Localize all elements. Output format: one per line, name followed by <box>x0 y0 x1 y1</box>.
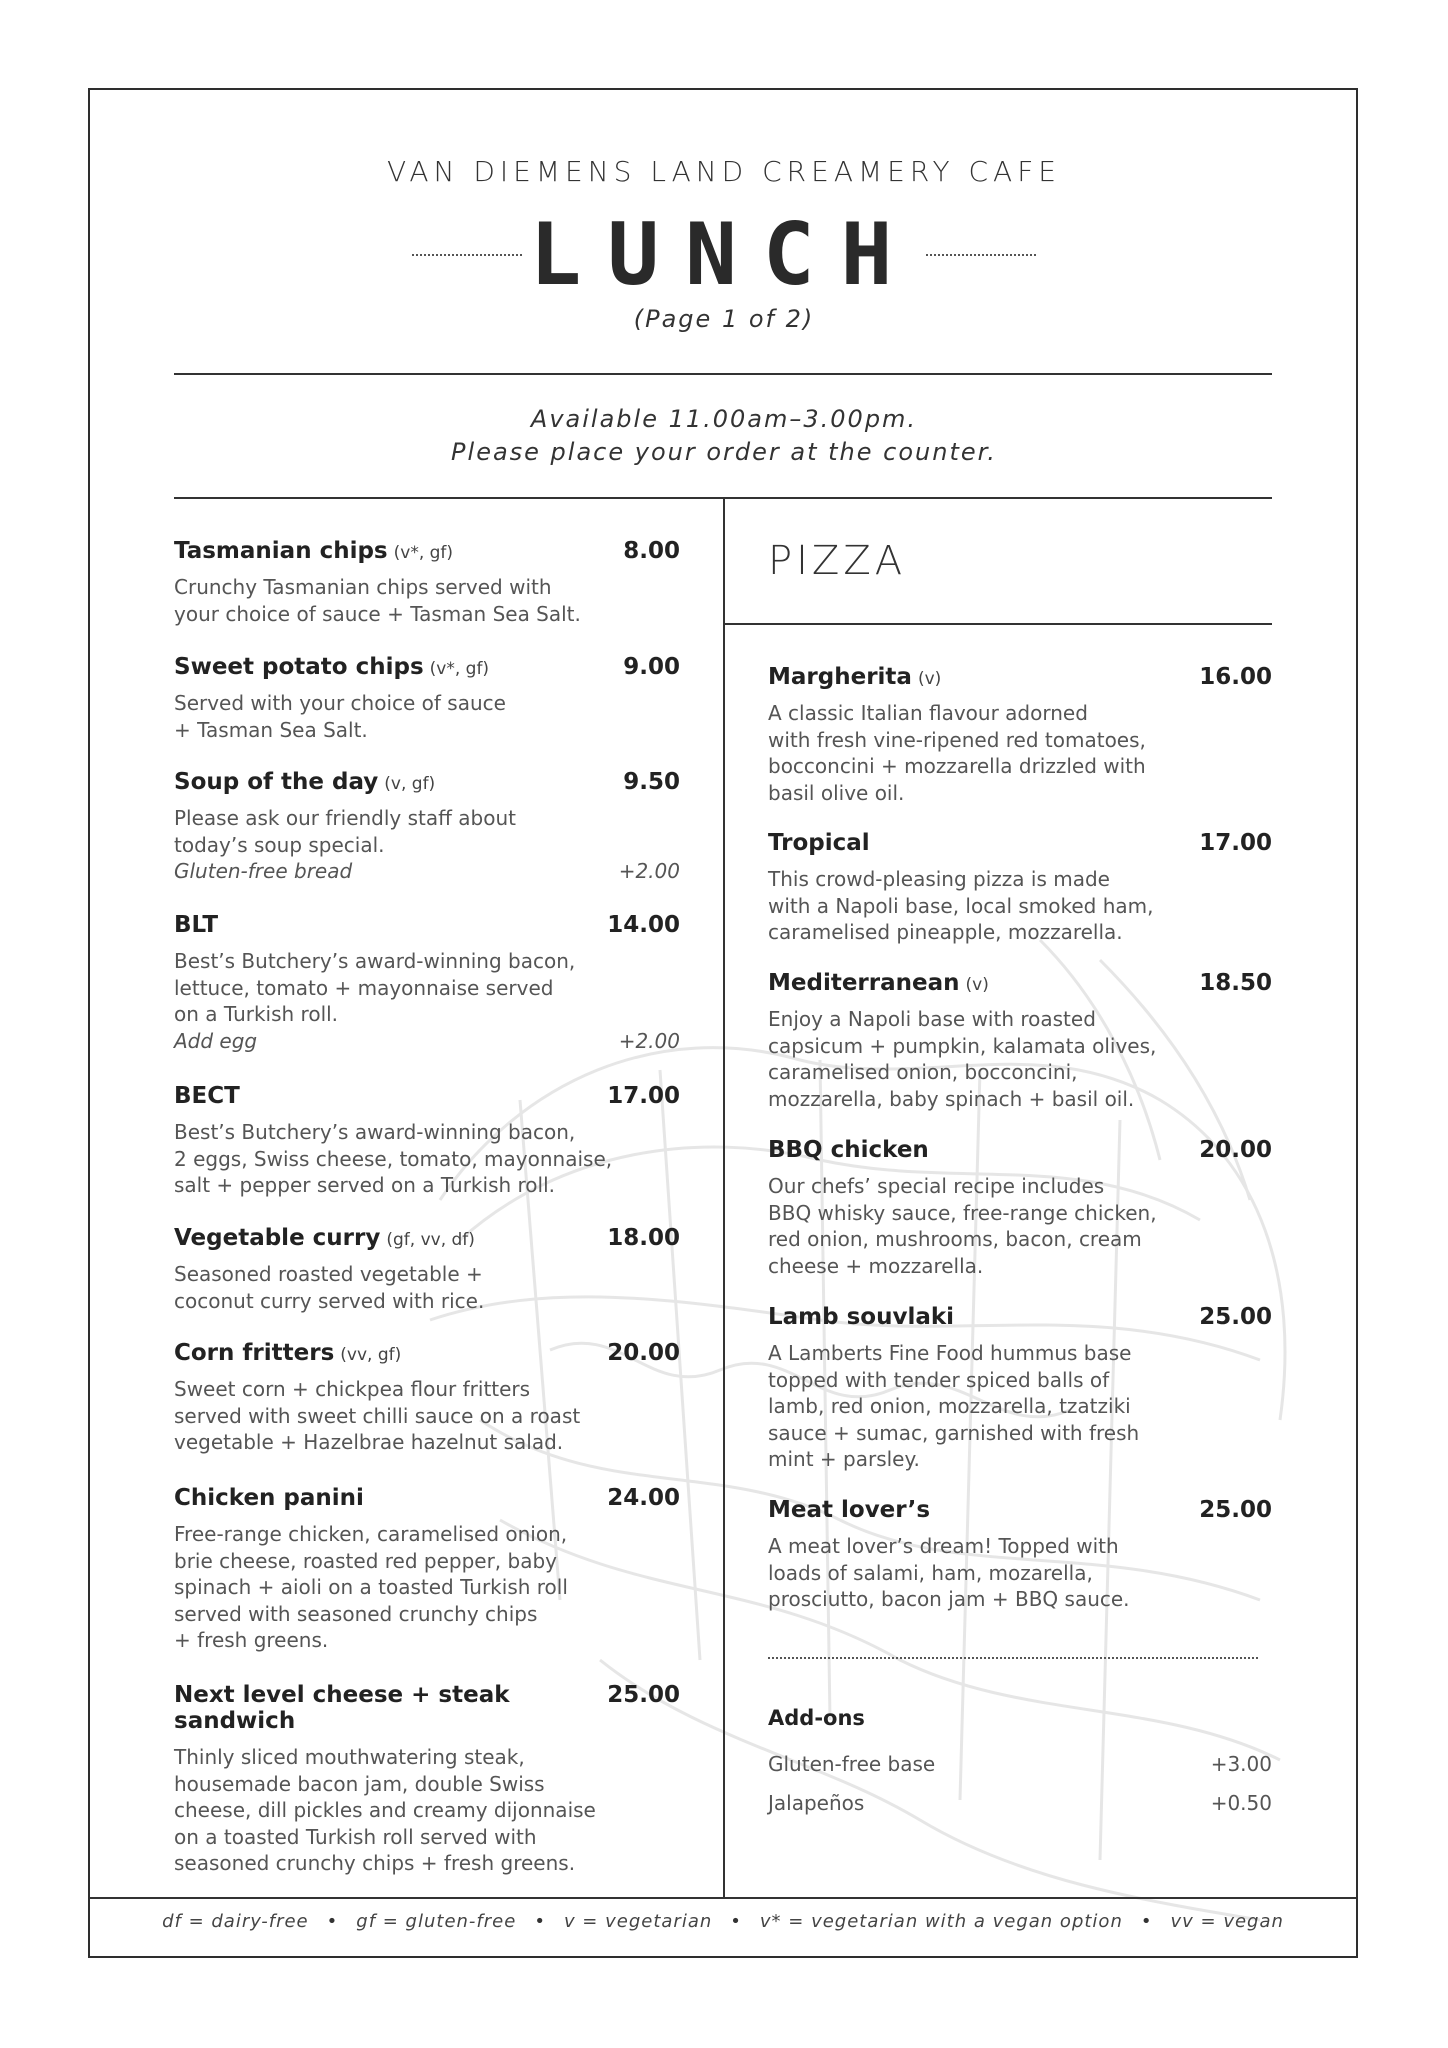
item-price: 8.00 <box>623 538 680 564</box>
item-price: 20.00 <box>1199 1137 1272 1163</box>
menu-item-blt <box>174 912 680 1054</box>
legend-item: df = dairy-free <box>162 1911 309 1932</box>
divider <box>90 1897 1356 1899</box>
addons-dotted-divider <box>768 1657 1258 1659</box>
item-description: Please ask our friendly staff about today’s soup special. <box>174 806 516 857</box>
pizza-heading: PIZZA <box>768 538 907 584</box>
menu-item-mediterranean <box>768 970 1272 1112</box>
item-tags: (v) <box>917 669 942 689</box>
order-note: Please place your order at the counter. <box>451 438 997 466</box>
item-description: Enjoy a Napoli base with roasted capsicum + pumpkin, kalamata olives, caramelised onion, bocconcini, mozzarella, baby spinach + basil oil. <box>768 1007 1157 1111</box>
item-description: Crunchy Tasmanian chips served with your choice of sauce + Tasman Sea Salt. <box>174 575 581 626</box>
item-price: 16.00 <box>1199 664 1272 690</box>
menu-item-soup-of-the-day <box>174 769 680 885</box>
legend-item: vv = vegan <box>1170 1911 1284 1932</box>
item-name: Tropical <box>768 830 870 856</box>
menu-item-lamb-souvlaki <box>768 1304 1272 1473</box>
dietary-legend <box>90 1911 1356 1932</box>
menu-item-margherita <box>768 664 1272 806</box>
item-price: 9.50 <box>623 769 680 795</box>
item-name: Mediterranean <box>768 970 960 996</box>
item-description: Seasoned roasted vegetable + coconut curry served with rice. <box>174 1262 485 1313</box>
item-name: Corn fritters <box>174 1340 335 1366</box>
item-price: 25.00 <box>607 1682 680 1708</box>
item-description: Sweet corn + chickpea flour fritters served with sweet chilli sauce on a roast vegetable + Hazelbrae hazelnut salad. <box>174 1377 581 1454</box>
item-description: Best’s Butchery’s award-winning bacon, lettuce, tomato + mayonnaise served on a Turkish roll. <box>174 949 576 1026</box>
item-tags: (v) <box>965 975 989 995</box>
addons-heading: Add-ons <box>768 1706 865 1730</box>
menu-item-cheese-steak-sandwich <box>174 1682 680 1877</box>
menu-item-chicken-panini <box>174 1485 680 1654</box>
item-description: Served with your choice of sauce + Tasman Sea Salt. <box>174 691 506 742</box>
item-name: BECT <box>174 1083 240 1109</box>
item-tags: (v*, gf) <box>393 543 454 563</box>
item-name: Meat lover’s <box>768 1497 931 1523</box>
item-description: Best’s Butchery’s award-winning bacon, 2 eggs, Swiss cheese, tomato, mayonnaise, salt + pepper served on a Turkish roll. <box>174 1120 613 1197</box>
bullet-separator: • <box>730 1911 742 1932</box>
page-indicator: (Page 1 of 2) <box>633 305 815 333</box>
item-name: Lamb souvlaki <box>768 1304 955 1330</box>
menu-item-meat-lovers <box>768 1497 1272 1613</box>
divider <box>725 623 1272 625</box>
availability-text: Available 11.00am–3.00pm. <box>530 405 918 433</box>
addon-label: Gluten-free base <box>768 1752 936 1776</box>
bullet-separator: • <box>534 1911 546 1932</box>
bullet-separator: • <box>326 1911 339 1932</box>
item-price: 20.00 <box>607 1340 680 1366</box>
item-tags: (vv, gf) <box>340 1345 402 1365</box>
item-price: 24.00 <box>607 1485 680 1511</box>
item-description: A meat lover’s dream! Topped with loads of salami, ham, mozarella, prosciutto, bacon jam + BBQ sauce. <box>768 1534 1130 1611</box>
item-price: 17.00 <box>607 1083 680 1109</box>
item-price: 18.50 <box>1199 970 1272 996</box>
item-name: Chicken panini <box>174 1485 364 1511</box>
legend-item: v* = vegetarian with a vegan option <box>759 1911 1123 1932</box>
menu-item-vegetable-curry <box>174 1225 680 1314</box>
item-name: Soup of the day <box>174 769 379 795</box>
item-price: 14.00 <box>607 912 680 938</box>
item-description: A classic Italian flavour adorned with fresh vine-ripened red tomatoes, bocconcini + mozzarella drizzled with basil olive oil. <box>768 701 1146 805</box>
item-description: A Lamberts Fine Food hummus base topped with tender spiced balls of lamb, red onion, mozzarella, tzatziki sauce + sumac, garnished with fresh mint + parsley. <box>768 1341 1140 1471</box>
column-divider <box>723 497 725 1897</box>
title-dots-right <box>926 254 1036 256</box>
addon-row <box>768 1752 1272 1776</box>
menu-item-tropical <box>768 830 1272 946</box>
item-description: This crowd-pleasing pizza is made with a Napoli base, local smoked ham, caramelised pineapple, mozzarella. <box>768 867 1154 944</box>
item-description: Thinly sliced mouthwatering steak, housemade bacon jam, double Swiss cheese, dill pickles and creamy dijonnaise on a toasted Turkish roll served with seasoned crunchy chips + fresh greens. <box>174 1745 596 1875</box>
addon-row <box>768 1791 1272 1815</box>
menu-item-tasmanian-chips <box>174 538 680 627</box>
item-extra: Add egg +2.00 <box>174 1028 680 1053</box>
item-name: Margherita <box>768 664 912 690</box>
item-price: 25.00 <box>1199 1304 1272 1330</box>
item-name: Vegetable curry <box>174 1225 381 1251</box>
item-name: Sweet potato chips <box>174 654 424 680</box>
item-name: Next level cheese + steak sandwich <box>174 1682 510 1734</box>
addon-label: Jalapeños <box>768 1791 865 1815</box>
menu-item-sweet-potato-chips <box>174 654 680 743</box>
item-price: 9.00 <box>623 654 680 680</box>
item-tags: (v, gf) <box>384 774 436 794</box>
item-price: 17.00 <box>1199 830 1272 856</box>
item-description: Our chefs’ special recipe includes BBQ whisky sauce, free-range chicken, red onion, mushrooms, bacon, cream cheese + mozzarella. <box>768 1174 1157 1278</box>
menu-title: LUNCH <box>529 205 919 305</box>
item-description: Free-range chicken, caramelised onion, brie cheese, roasted red pepper, baby spinach + aioli on a toasted Turkish roll served with seasoned crunchy chips + fresh greens. <box>174 1522 568 1652</box>
item-extra: Gluten-free bread +2.00 <box>174 859 680 883</box>
cafe-name: VAN DIEMENS LAND CREAMERY CAFE <box>386 155 1061 188</box>
bullet-separator: • <box>1140 1911 1153 1932</box>
addon-price: +0.50 <box>1210 1791 1272 1815</box>
item-name: BLT <box>174 912 219 938</box>
menu-item-bbq-chicken <box>768 1137 1272 1279</box>
item-price: 25.00 <box>1199 1497 1272 1523</box>
item-price: 18.00 <box>607 1225 680 1251</box>
item-name: BBQ chicken <box>768 1137 929 1163</box>
divider <box>174 373 1272 375</box>
menu-item-bect <box>174 1083 680 1199</box>
item-name: Tasmanian chips <box>174 538 388 564</box>
addon-price: +3.00 <box>1210 1752 1272 1776</box>
item-tags: (gf, vv, df) <box>386 1230 475 1250</box>
item-tags: (v*, gf) <box>429 659 490 679</box>
legend-item: gf = gluten-free <box>356 1911 517 1932</box>
legend-item: v = vegetarian <box>563 1911 713 1932</box>
menu-item-corn-fritters <box>174 1340 680 1456</box>
